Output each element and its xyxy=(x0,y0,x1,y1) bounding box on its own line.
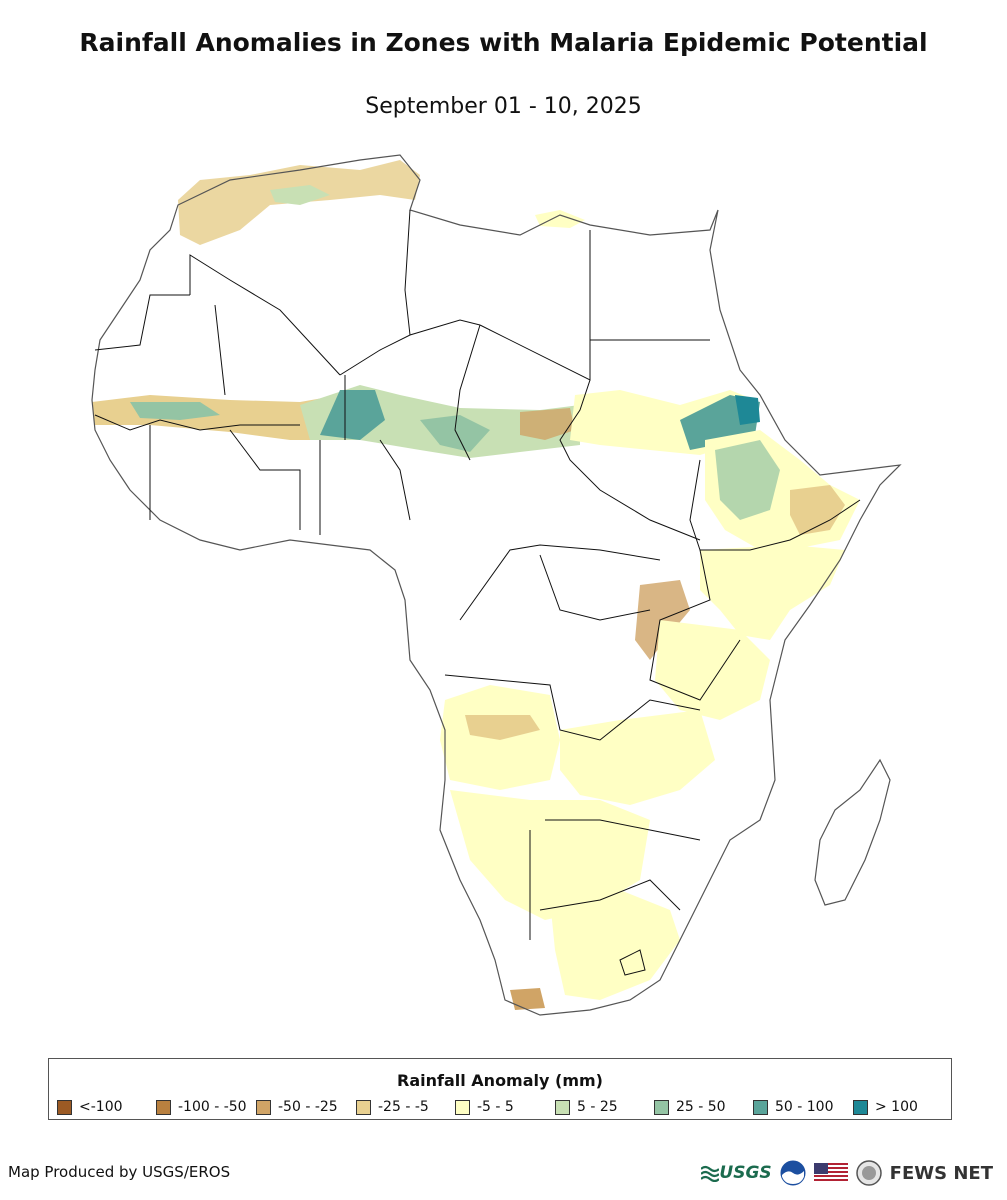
legend-item xyxy=(455,1099,514,1115)
legend-item xyxy=(256,1099,338,1115)
legend-item xyxy=(555,1099,618,1115)
map-title: Rainfall Anomalies in Zones with Malaria Epidemic Potential xyxy=(79,28,928,57)
usgs-logo-text: USGS xyxy=(719,1163,772,1183)
usgs-wave-icon xyxy=(701,1164,719,1182)
anomaly-zones xyxy=(92,160,860,1010)
legend-swatch xyxy=(853,1100,868,1115)
legend-label: -100 - -50 xyxy=(178,1099,247,1115)
legend-swatch xyxy=(356,1100,371,1115)
legend-swatch xyxy=(57,1100,72,1115)
madagascar-outline xyxy=(815,760,890,905)
legend-label: > 100 xyxy=(875,1099,918,1115)
legend-item xyxy=(356,1099,429,1115)
legend-item xyxy=(57,1099,123,1115)
zone-libya-coast xyxy=(535,210,585,228)
legend-item xyxy=(156,1099,247,1115)
legend-swatch xyxy=(256,1100,271,1115)
zone-south-africa xyxy=(550,890,680,1000)
us-flag-icon xyxy=(814,1163,848,1183)
map-credit: Map Produced by USGS/EROS xyxy=(8,1163,231,1181)
zone-sahel-west xyxy=(92,395,340,440)
legend-item xyxy=(654,1099,726,1115)
legend-item xyxy=(853,1099,918,1115)
legend xyxy=(48,1058,952,1120)
legend-label: <-100 xyxy=(79,1099,123,1115)
legend-swatch xyxy=(455,1100,470,1115)
zone-east-africa xyxy=(700,545,845,640)
legend-swatch xyxy=(555,1100,570,1115)
legend-swatch xyxy=(654,1100,669,1115)
state-department-seal-icon xyxy=(856,1160,882,1186)
usgs-logo xyxy=(701,1163,771,1183)
zone-zambia xyxy=(560,710,715,805)
fews-net-logo: FEWS NET xyxy=(889,1162,993,1184)
africa-rainfall-map xyxy=(0,140,1007,1040)
zone-cape-dry xyxy=(510,988,545,1010)
legend-swatch xyxy=(753,1100,768,1115)
legend-swatch xyxy=(156,1100,171,1115)
agency-logos xyxy=(701,1156,993,1190)
legend-label: -5 - 5 xyxy=(477,1099,514,1115)
legend-label: -25 - -5 xyxy=(378,1099,429,1115)
legend-label: 50 - 100 xyxy=(775,1099,834,1115)
map-subtitle: September 01 - 10, 2025 xyxy=(365,94,642,119)
legend-label: 25 - 50 xyxy=(676,1099,726,1115)
legend-label: 5 - 25 xyxy=(577,1099,618,1115)
legend-label: -50 - -25 xyxy=(278,1099,338,1115)
noaa-logo-icon xyxy=(780,1160,806,1186)
legend-item xyxy=(753,1099,834,1115)
legend-title: Rainfall Anomaly (mm) xyxy=(397,1071,603,1090)
